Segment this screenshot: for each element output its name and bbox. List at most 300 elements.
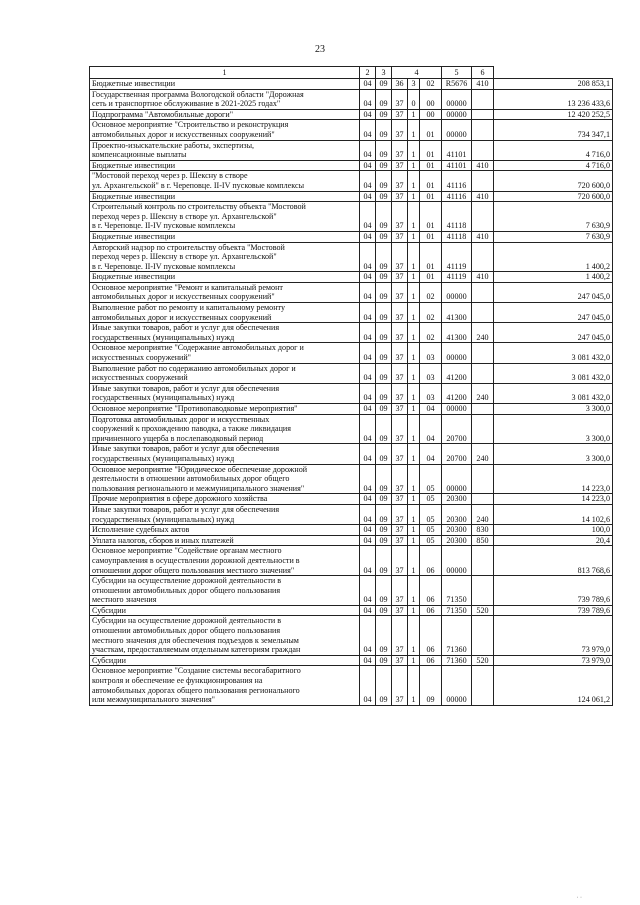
activity-code: 05 <box>420 504 442 524</box>
row-name <box>90 363 360 383</box>
row-name <box>90 655 360 666</box>
amount: 3 081 432,0 <box>494 383 613 403</box>
program-code: 37 <box>392 303 408 323</box>
row-name <box>90 231 360 242</box>
amount: 124 061,2 <box>494 666 613 705</box>
section-code: 04 <box>360 323 376 343</box>
row-name <box>90 109 360 120</box>
row-name-line: Бюджетные инвестиции <box>92 160 176 170</box>
program-code: 37 <box>392 494 408 505</box>
row-name-line: Основное мероприятие "Юридическое обеспечение дорожной <box>92 464 308 474</box>
expense-type-code: 240 <box>472 444 494 464</box>
subsection-code: 09 <box>376 504 392 524</box>
amount: 73 979,0 <box>494 616 613 655</box>
expense-type-code: 240 <box>472 383 494 403</box>
page-number: 23 <box>315 44 325 55</box>
subprogram-code: 1 <box>408 272 420 283</box>
row-name-line: Иные закупки товаров, работ и услуг для обеспечения <box>92 383 280 393</box>
program-code: 37 <box>392 242 408 272</box>
row-name-line: искусственных сооружений" <box>92 353 191 363</box>
activity-code: 06 <box>420 605 442 616</box>
direction-code: 71360 <box>442 616 472 655</box>
table-row <box>90 616 613 655</box>
section-code: 04 <box>360 525 376 536</box>
row-name-line: Прочие мероприятия в сфере дорожного хозяйства <box>92 494 268 504</box>
row-name-line: отношении дорог общего пользования местного значения" <box>92 565 295 575</box>
program-code: 37 <box>392 160 408 171</box>
row-name <box>90 140 360 160</box>
table-row <box>90 231 613 242</box>
direction-code: 41118 <box>442 231 472 242</box>
subsection-code: 09 <box>376 546 392 576</box>
section-code: 04 <box>360 464 376 494</box>
row-name-line: Уплата налогов, сборов и иных платежей <box>92 535 234 545</box>
section-code: 04 <box>360 576 376 606</box>
direction-code: R5676 <box>442 79 472 90</box>
header-col-6: 6 <box>472 67 494 79</box>
row-name <box>90 494 360 505</box>
row-name-line: Государственная программа Вологодской области "Дорожная <box>92 89 304 99</box>
amount: 3 300,0 <box>494 444 613 464</box>
program-code: 37 <box>392 404 408 415</box>
table-row <box>90 202 613 232</box>
subsection-code: 09 <box>376 383 392 403</box>
direction-code: 41101 <box>442 140 472 160</box>
subsection-code: 09 <box>376 89 392 109</box>
subprogram-code: 1 <box>408 343 420 363</box>
direction-code: 41300 <box>442 303 472 323</box>
row-name-line: Иные закупки товаров, работ и услуг для обеспечения <box>92 444 280 454</box>
section-code: 04 <box>360 231 376 242</box>
row-name-line: сооружений к прохождению паводка, а также ликвидация <box>92 424 291 434</box>
expense-type-code <box>472 576 494 606</box>
amount: 14 223,0 <box>494 494 613 505</box>
subprogram-code: 1 <box>408 109 420 120</box>
expense-type-code: 520 <box>472 605 494 616</box>
row-name-line: Бюджетные инвестиции <box>92 272 176 282</box>
section-code: 04 <box>360 363 376 383</box>
table-row <box>90 605 613 616</box>
amount: 4 716,0 <box>494 140 613 160</box>
subprogram-code: 1 <box>408 576 420 606</box>
row-name <box>90 504 360 524</box>
amount: 4 716,0 <box>494 160 613 171</box>
program-code: 37 <box>392 535 408 546</box>
subprogram-code: 1 <box>408 616 420 655</box>
subprogram-code: 1 <box>408 605 420 616</box>
expense-type-code <box>472 89 494 109</box>
activity-code: 05 <box>420 525 442 536</box>
table-row <box>90 363 613 383</box>
amount: 12 420 252,5 <box>494 109 613 120</box>
activity-code: 00 <box>420 109 442 120</box>
row-name <box>90 414 360 444</box>
row-name <box>90 272 360 283</box>
amount: 813 768,6 <box>494 546 613 576</box>
expense-type-code: 410 <box>472 231 494 242</box>
subsection-code: 09 <box>376 231 392 242</box>
expense-type-code <box>472 363 494 383</box>
subprogram-code: 1 <box>408 231 420 242</box>
activity-code: 06 <box>420 576 442 606</box>
row-name <box>90 546 360 576</box>
row-name-line: Основное мероприятие "Строительство и реконструкция <box>92 120 289 130</box>
subsection-code: 09 <box>376 414 392 444</box>
subsection-code: 09 <box>376 120 392 140</box>
subsection-code: 09 <box>376 202 392 232</box>
subprogram-code: 1 <box>408 242 420 272</box>
subsection-code: 09 <box>376 242 392 272</box>
subsection-code: 09 <box>376 160 392 171</box>
row-name-line: переход через р. Шексну в створе ул. Архангельской" <box>92 211 277 221</box>
row-name-line: Субсидии на осуществление дорожной деятельности в <box>92 616 282 626</box>
expense-type-code <box>472 666 494 705</box>
direction-code: 00000 <box>442 404 472 415</box>
row-name <box>90 444 360 464</box>
program-code: 37 <box>392 363 408 383</box>
section-code: 04 <box>360 343 376 363</box>
direction-code: 41300 <box>442 323 472 343</box>
section-code: 04 <box>360 191 376 202</box>
table-row <box>90 89 613 109</box>
expense-type-code <box>472 303 494 323</box>
section-code: 04 <box>360 89 376 109</box>
row-name <box>90 202 360 232</box>
header-col-4: 4 <box>392 67 442 79</box>
subprogram-code: 1 <box>408 666 420 705</box>
direction-code: 41119 <box>442 242 472 272</box>
row-name <box>90 616 360 655</box>
row-name-line: Исполнение судебных актов <box>92 525 190 535</box>
expense-type-code: 410 <box>472 272 494 283</box>
program-code: 36 <box>392 79 408 90</box>
row-name-line: местного значения для обеспечения подъездов к земельным <box>92 635 299 645</box>
direction-code: 71350 <box>442 576 472 606</box>
table-row <box>90 191 613 202</box>
activity-code: 01 <box>420 171 442 191</box>
subprogram-code: 1 <box>408 535 420 546</box>
section-code: 04 <box>360 605 376 616</box>
subsection-code: 09 <box>376 616 392 655</box>
direction-code: 41118 <box>442 202 472 232</box>
program-code: 37 <box>392 89 408 109</box>
row-name-line: Подпрограмма "Автомобильные дороги" <box>92 109 234 119</box>
activity-code: 06 <box>420 546 442 576</box>
scan-mark: · · <box>576 895 582 901</box>
row-name-line: пользования регионального и межмуниципального значения" <box>92 483 305 493</box>
amount: 14 223,0 <box>494 464 613 494</box>
header-col-3: 3 <box>376 67 392 79</box>
amount: 7 630,9 <box>494 202 613 232</box>
activity-code: 01 <box>420 202 442 232</box>
expense-type-code <box>472 171 494 191</box>
row-name-line: государственных (муниципальных) нужд <box>92 332 235 342</box>
section-code: 04 <box>360 303 376 323</box>
amount: 7 630,9 <box>494 231 613 242</box>
subsection-code: 09 <box>376 343 392 363</box>
table-row <box>90 140 613 160</box>
activity-code: 09 <box>420 666 442 705</box>
row-name-line: отношении автомобильных дорог общего пользования <box>92 585 281 595</box>
program-code: 37 <box>392 171 408 191</box>
expense-type-code <box>472 202 494 232</box>
direction-code: 41200 <box>442 363 472 383</box>
direction-code: 00000 <box>442 120 472 140</box>
table-header-row <box>90 67 613 79</box>
section-code: 04 <box>360 666 376 705</box>
row-name-line: Строительный контроль по строительству объекта "Мостовой <box>92 202 306 212</box>
row-name <box>90 404 360 415</box>
activity-code: 01 <box>420 160 442 171</box>
subsection-code: 09 <box>376 525 392 536</box>
subsection-code: 09 <box>376 444 392 464</box>
amount: 3 081 432,0 <box>494 363 613 383</box>
row-name-line: или межмуниципального значения" <box>92 695 215 705</box>
direction-code: 41116 <box>442 171 472 191</box>
activity-code: 05 <box>420 535 442 546</box>
row-name <box>90 666 360 705</box>
table-row <box>90 171 613 191</box>
amount: 13 236 433,6 <box>494 89 613 109</box>
subprogram-code: 1 <box>408 504 420 524</box>
activity-code: 01 <box>420 272 442 283</box>
row-name-line: государственных (муниципальных) нужд <box>92 514 235 524</box>
table-row <box>90 272 613 283</box>
expense-type-code <box>472 414 494 444</box>
subprogram-code: 1 <box>408 191 420 202</box>
section-code: 04 <box>360 404 376 415</box>
row-name-line: государственных (муниципальных) нужд <box>92 453 235 463</box>
expense-type-code <box>472 140 494 160</box>
row-name-line: деятельности в отношении автомобильных дорог общего <box>92 474 290 484</box>
amount: 739 789,6 <box>494 605 613 616</box>
activity-code: 01 <box>420 242 442 272</box>
program-code: 37 <box>392 546 408 576</box>
subprogram-code: 1 <box>408 525 420 536</box>
row-name-line: Субсидии на осуществление дорожной деятельности в <box>92 576 282 586</box>
activity-code: 02 <box>420 79 442 90</box>
amount: 73 979,0 <box>494 655 613 666</box>
activity-code: 03 <box>420 383 442 403</box>
subsection-code: 09 <box>376 655 392 666</box>
program-code: 37 <box>392 343 408 363</box>
subsection-code: 09 <box>376 109 392 120</box>
expense-type-code <box>472 282 494 302</box>
section-code: 04 <box>360 444 376 464</box>
section-code: 04 <box>360 202 376 232</box>
table-body <box>90 79 613 706</box>
subprogram-code: 1 <box>408 383 420 403</box>
amount: 1 400,2 <box>494 242 613 272</box>
section-code: 04 <box>360 494 376 505</box>
subsection-code: 09 <box>376 323 392 343</box>
row-name-line: Основное мероприятие "Ремонт и капитальный ремонт <box>92 282 283 292</box>
activity-code: 03 <box>420 343 442 363</box>
section-code: 04 <box>360 546 376 576</box>
subprogram-code: 1 <box>408 414 420 444</box>
activity-code: 01 <box>420 231 442 242</box>
row-name-line: Иные закупки товаров, работ и услуг для обеспечения <box>92 323 280 333</box>
subsection-code: 09 <box>376 494 392 505</box>
direction-code: 41200 <box>442 383 472 403</box>
activity-code: 01 <box>420 120 442 140</box>
activity-code: 01 <box>420 140 442 160</box>
expense-type-code <box>472 343 494 363</box>
row-name-line: Субсидии <box>92 655 126 665</box>
program-code: 37 <box>392 576 408 606</box>
program-code: 37 <box>392 444 408 464</box>
amount: 720 600,0 <box>494 171 613 191</box>
expense-type-code <box>472 494 494 505</box>
expense-type-code: 410 <box>472 160 494 171</box>
expense-type-code <box>472 109 494 120</box>
program-code: 37 <box>392 120 408 140</box>
section-code: 04 <box>360 120 376 140</box>
amount: 247 045,0 <box>494 323 613 343</box>
activity-code: 02 <box>420 323 442 343</box>
row-name-line: Бюджетные инвестиции <box>92 79 176 88</box>
direction-code: 20300 <box>442 494 472 505</box>
subsection-code: 09 <box>376 535 392 546</box>
subsection-code: 09 <box>376 272 392 283</box>
expense-type-code <box>472 242 494 272</box>
subsection-code: 09 <box>376 140 392 160</box>
program-code: 37 <box>392 414 408 444</box>
table-row <box>90 576 613 606</box>
row-name <box>90 464 360 494</box>
direction-code: 20300 <box>442 504 472 524</box>
subprogram-code: 1 <box>408 120 420 140</box>
activity-code: 02 <box>420 303 442 323</box>
program-code: 37 <box>392 383 408 403</box>
header-col-2: 2 <box>360 67 376 79</box>
activity-code: 05 <box>420 494 442 505</box>
subprogram-code: 1 <box>408 464 420 494</box>
direction-code: 00000 <box>442 546 472 576</box>
amount: 720 600,0 <box>494 191 613 202</box>
section-code: 04 <box>360 504 376 524</box>
row-name <box>90 282 360 302</box>
row-name-line: самоуправления в осуществлении дорожной деятельности в <box>92 555 300 565</box>
subprogram-code: 1 <box>408 444 420 464</box>
section-code: 04 <box>360 655 376 666</box>
activity-code: 01 <box>420 191 442 202</box>
row-name-line: искусственных сооружений <box>92 373 188 383</box>
row-name-line: контроля и обеспечение ее функционирования на <box>92 676 263 686</box>
subprogram-code: 1 <box>408 171 420 191</box>
direction-code: 20700 <box>442 444 472 464</box>
row-name-line: Авторский надзор по строительству объекта "Мостовой <box>92 242 285 252</box>
row-name <box>90 79 360 90</box>
row-name <box>90 303 360 323</box>
row-name-line: автомобильных дорог и искусственных сооружений" <box>92 292 275 302</box>
row-name-line: Бюджетные инвестиции <box>92 191 176 201</box>
activity-code: 03 <box>420 363 442 383</box>
table-row <box>90 535 613 546</box>
row-name <box>90 343 360 363</box>
section-code: 04 <box>360 79 376 90</box>
amount: 3 300,0 <box>494 404 613 415</box>
row-name-line: отношении автомобильных дорог общего пользования <box>92 626 281 636</box>
table-row <box>90 666 613 705</box>
subprogram-code: 1 <box>408 494 420 505</box>
activity-code: 04 <box>420 444 442 464</box>
program-code: 37 <box>392 231 408 242</box>
program-code: 37 <box>392 140 408 160</box>
table-row <box>90 525 613 536</box>
amount: 739 789,6 <box>494 576 613 606</box>
row-name-line: автомобильных дорог и искусственных сооружений <box>92 312 272 322</box>
row-name-line: в г. Череповце. II-IV пусковые комплексы <box>92 221 236 231</box>
expense-type-code <box>472 464 494 494</box>
table-row <box>90 546 613 576</box>
program-code: 37 <box>392 655 408 666</box>
program-code: 37 <box>392 109 408 120</box>
subsection-code: 09 <box>376 605 392 616</box>
activity-code: 00 <box>420 89 442 109</box>
subsection-code: 09 <box>376 576 392 606</box>
subsection-code: 09 <box>376 303 392 323</box>
row-name <box>90 605 360 616</box>
amount: 208 853,1 <box>494 79 613 90</box>
row-name <box>90 576 360 606</box>
expense-type-code: 830 <box>472 525 494 536</box>
header-col-5: 5 <box>442 67 472 79</box>
row-name-line: Выполнение работ по содержанию автомобильных дорог и <box>92 363 296 373</box>
subsection-code: 09 <box>376 282 392 302</box>
table-row <box>90 404 613 415</box>
table-row <box>90 79 613 90</box>
table-row <box>90 464 613 494</box>
section-code: 04 <box>360 414 376 444</box>
program-code: 37 <box>392 282 408 302</box>
table-row <box>90 242 613 272</box>
amount: 100,0 <box>494 525 613 536</box>
expense-type-code: 240 <box>472 323 494 343</box>
activity-code: 04 <box>420 414 442 444</box>
subprogram-code: 1 <box>408 140 420 160</box>
amount: 3 300,0 <box>494 414 613 444</box>
table-row <box>90 444 613 464</box>
row-name <box>90 191 360 202</box>
row-name-line: государственных (муниципальных) нужд <box>92 393 235 403</box>
subprogram-code: 1 <box>408 282 420 302</box>
direction-code: 00000 <box>442 343 472 363</box>
activity-code: 05 <box>420 464 442 494</box>
section-code: 04 <box>360 383 376 403</box>
row-name-line: Выполнение работ по ремонту и капитальному ремонту <box>92 303 286 313</box>
row-name <box>90 525 360 536</box>
table-row <box>90 323 613 343</box>
program-code: 37 <box>392 272 408 283</box>
expense-type-code: 520 <box>472 655 494 666</box>
amount: 1 400,2 <box>494 272 613 283</box>
expense-type-code: 410 <box>472 79 494 90</box>
subprogram-code: 0 <box>408 89 420 109</box>
program-code: 37 <box>392 191 408 202</box>
section-code: 04 <box>360 171 376 191</box>
row-name <box>90 535 360 546</box>
activity-code: 06 <box>420 616 442 655</box>
row-name <box>90 383 360 403</box>
activity-code: 06 <box>420 655 442 666</box>
section-code: 04 <box>360 282 376 302</box>
row-name-line: в г. Череповце. II-IV пусковые комплексы <box>92 261 236 271</box>
row-name-line: Бюджетные инвестиции <box>92 231 176 241</box>
subprogram-code: 1 <box>408 323 420 343</box>
direction-code: 00000 <box>442 89 472 109</box>
program-code: 37 <box>392 666 408 705</box>
